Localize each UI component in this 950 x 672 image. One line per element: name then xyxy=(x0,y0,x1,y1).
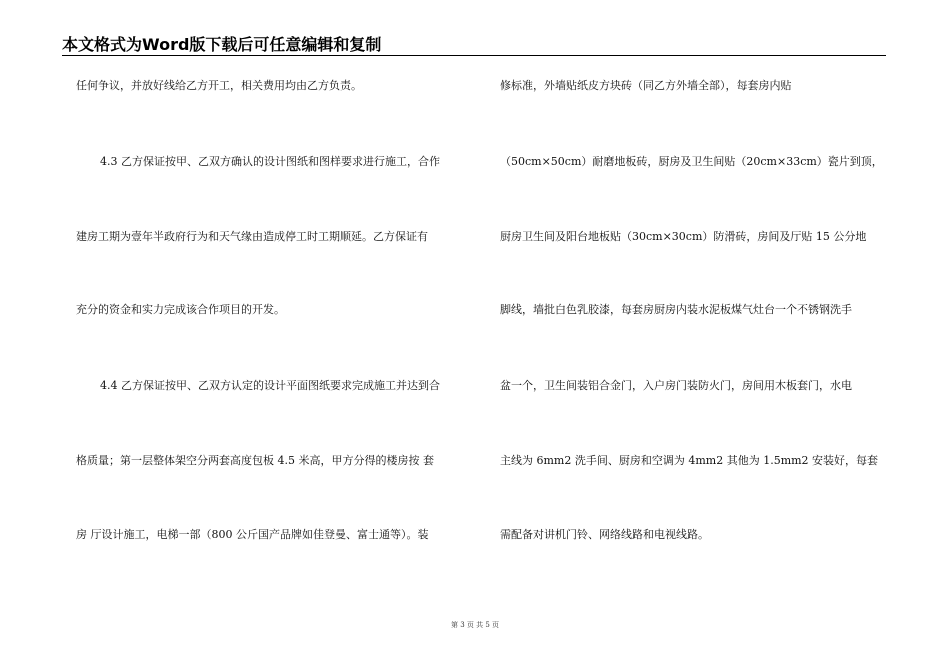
paragraph-line: 盆一个，卫生间装铝合金门，入户房门装防火门，房间用木板套门，水电 xyxy=(500,379,852,392)
paragraph-line: 房 厅设计施工，电梯一部（800 公斤国产品牌如佳登曼、富士通等）。装 xyxy=(76,528,429,541)
paragraph-line: 主线为 6mm2 洗手间、厨房和空调为 4mm2 其他为 1.5mm2 安装好，每套 xyxy=(500,454,879,467)
paragraph-line: 任何争议，并放好线给乙方开工，相关费用均由乙方负责。 xyxy=(76,79,362,92)
paragraph-line: 脚线，墙批白色乳胶漆，每套房厨房内装水泥板煤气灶台一个不锈钢洗手 xyxy=(500,303,852,316)
paragraph-line: 4.3 乙方保证按甲、乙双方确认的设计图纸和图样要求进行施工，合作 xyxy=(100,155,440,168)
paragraph-line: 修标准，外墙贴纸皮方块砖（同乙方外墙全部），每套房内贴 xyxy=(500,79,792,92)
paragraph-line: 需配备对讲机门铃、网络线路和电视线路。 xyxy=(500,528,709,541)
paragraph-line: 厨房卫生间及阳台地板贴（30cm×30cm）防滑砖，房间及厅贴 15 公分地 xyxy=(500,230,867,243)
paragraph-line: 建房工期为壹年半政府行为和天气缘由造成停工时工期顺延。乙方保证有 xyxy=(76,230,428,243)
paragraph-line: （50cm×50cm）耐磨地板砖，厨房及卫生间贴（20cm×33cm）瓷片到顶， xyxy=(500,155,883,168)
paragraph-line: 4.4 乙方保证按甲、乙双方认定的设计平面图纸要求完成施工并达到合 xyxy=(100,379,440,392)
page-number: 第 3 页 共 5 页 xyxy=(450,621,500,629)
header-divider xyxy=(62,55,886,56)
paragraph-line: 充分的资金和实力完成该合作项目的开发。 xyxy=(76,303,285,316)
document-header-title: 本文格式为Word版下载后可任意编辑和复制 xyxy=(62,35,382,54)
paragraph-line: 格质量；第一层整体架空分两套高度包板 4.5 米高，甲方分得的楼房按 套 xyxy=(76,454,434,467)
